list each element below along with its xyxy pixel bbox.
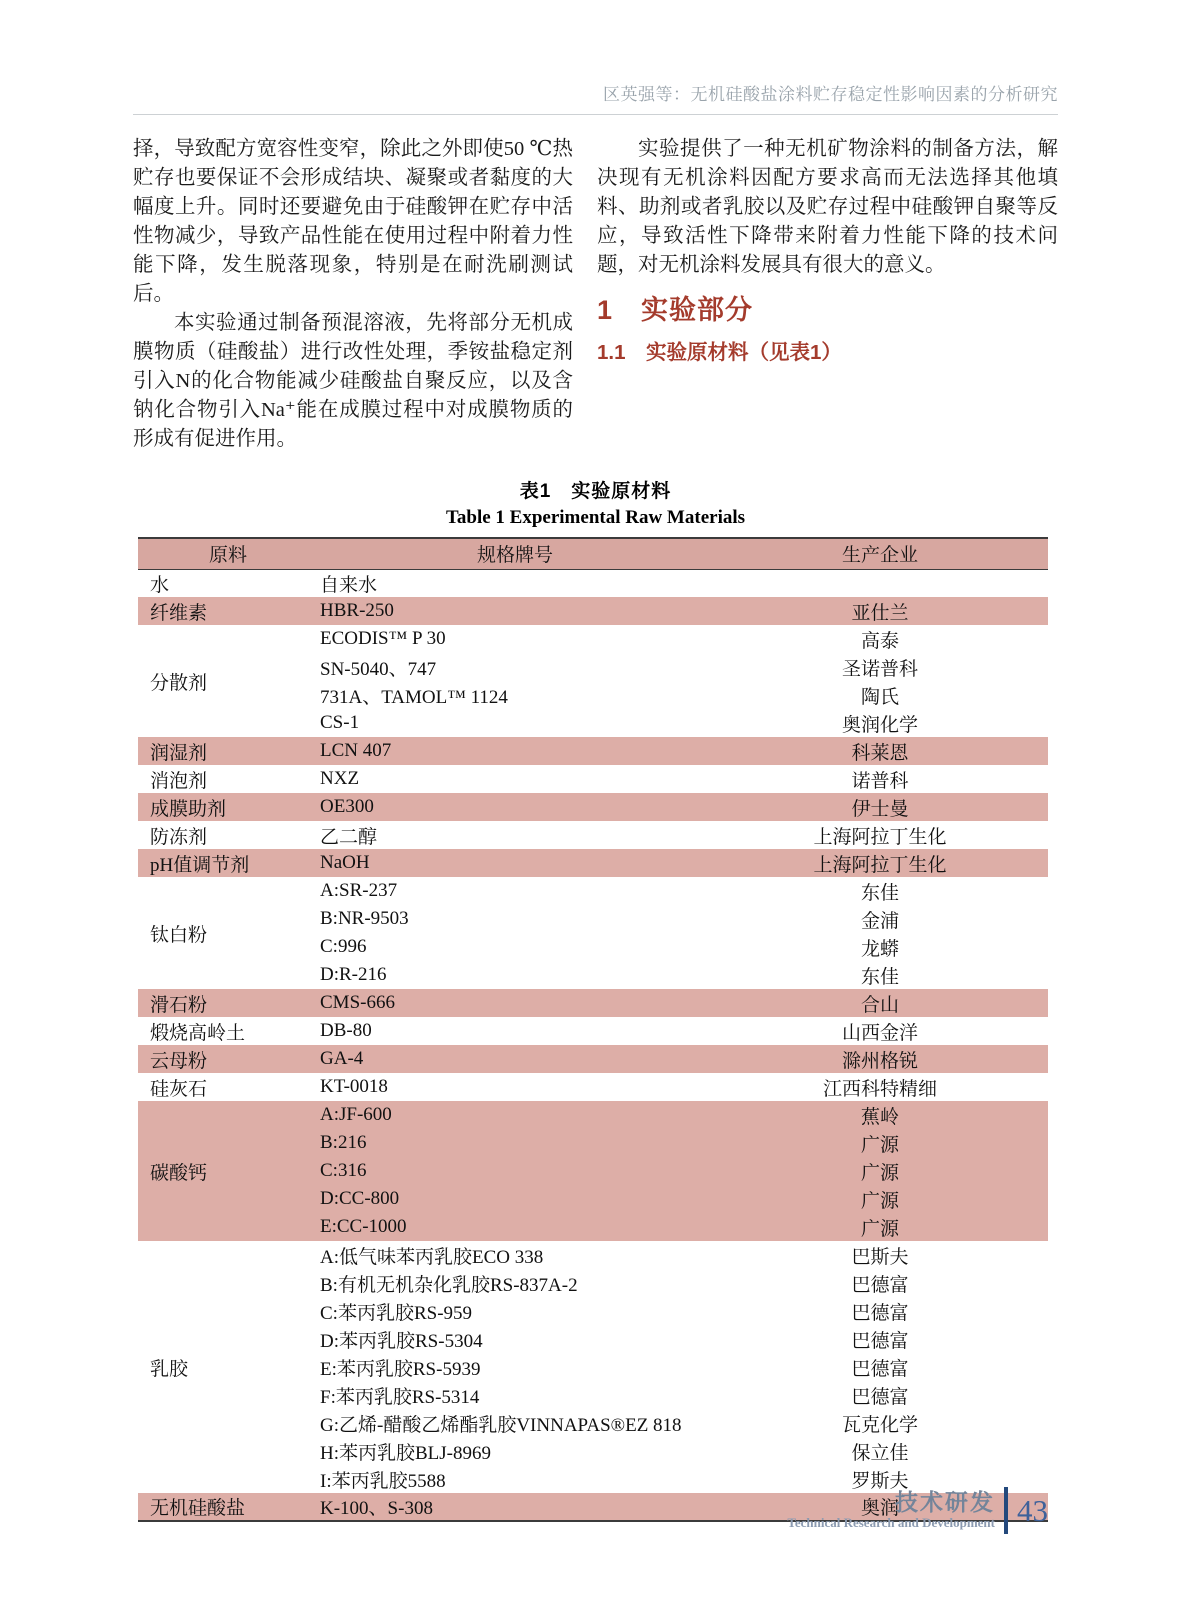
material-name-cell: 滑石粉 [138, 989, 318, 1017]
spec-cell: B:有机无机杂化乳胶RS-837A-2 [320, 1274, 578, 1296]
left-paragraph-1: 择，导致配方宽容性变窄，除此之外即使50 ℃热贮存也要保证不会形成结块、凝聚或者黏度的大幅度上升。同时还要避免由于硅酸钾在贮存中活性物减少，导致产品性能在使用过程中附着力性能下降，发生脱落现象，特别是在耐洗刷测试后。 [133, 138, 573, 305]
raw-materials-table [138, 537, 1048, 1522]
subsection-heading: 1.1 实验原材料（见表1） [597, 341, 842, 364]
spec-cell: NaOH [318, 849, 712, 877]
table-header [138, 538, 1048, 569]
manufacturer-cell: 广源 [712, 1157, 1048, 1185]
spec-cell: C:316 [318, 1157, 712, 1185]
manufacturer-cell: 广源 [712, 1129, 1048, 1157]
manufacturer-cell: 奥润化学 [841, 714, 918, 736]
spec-cell: NXZ [320, 768, 360, 789]
spec-cell: 731A、TAMOL™ 1124 [320, 686, 508, 708]
material-name-cell: 水 [150, 574, 170, 596]
spec-cell: G:乙烯-醋酸乙烯酯乳胶VINNAPAS®EZ 818 [320, 1414, 682, 1436]
material-name-cell: pH值调节剂 [138, 849, 318, 877]
right-paragraph-1: 实验提供了一种无机矿物涂料的制备方法，解决现有无机涂料因配方要求高而无法选择其他填料、助剂或者乳胶以及贮存过程中硅酸钾自聚等反应，导致活性下降带来附着力性能下降的技术问题，对无机涂料发展具有很大的意义。 [597, 138, 1058, 276]
manufacturer-cell: 合山 [712, 989, 1048, 1017]
manufacturer-cell: 科莱恩 [712, 737, 1048, 765]
table-row [138, 1073, 1048, 1101]
manufacturer-cell: 龙蟒 [860, 938, 899, 960]
manufacturer-cell: 江西科特精细 [822, 1078, 937, 1100]
table-row [138, 569, 1048, 597]
page-number: 43 [1017, 1492, 1048, 1528]
spec-cell: HBR-250 [318, 597, 712, 625]
material-name-cell: 钛白粉 [150, 924, 208, 946]
spec-cell: E:苯丙乳胶RS-5939 [320, 1358, 481, 1380]
manufacturer-cell: 上海阿拉丁生化 [813, 826, 947, 848]
table-row [138, 737, 1048, 765]
material-name-cell: 纤维素 [138, 597, 318, 625]
spec-cell: K-100、S-308 [318, 1493, 712, 1521]
page-footer [787, 1487, 1048, 1534]
table-row [138, 1017, 1048, 1045]
table-caption-en: Table 1 Experimental Raw Materials [445, 507, 746, 528]
spec-cell: 乙二醇 [320, 826, 378, 848]
material-name-cell: 润湿剂 [138, 737, 318, 765]
column-header-material: 原料 [138, 538, 318, 569]
table-caption-cn: 表1 实验原材料 [519, 481, 672, 502]
table-row [138, 1101, 1048, 1129]
spec-cell: GA-4 [318, 1045, 712, 1073]
spec-cell: ECODIS™ P 30 [320, 628, 446, 649]
table-row [138, 793, 1048, 821]
manufacturer-cell: 东佳 [860, 882, 899, 904]
spec-cell: OE300 [318, 793, 712, 821]
body-columns [133, 135, 1058, 454]
manufacturer-cell: 巴德富 [851, 1274, 909, 1296]
footer-section-cn: 技术研发 [895, 1489, 995, 1515]
spec-cell: I:苯丙乳胶5588 [320, 1470, 446, 1492]
manufacturer-cell: 巴德富 [851, 1330, 909, 1352]
spec-cell: B:NR-9503 [320, 908, 409, 929]
manufacturer-cell: 诺普科 [851, 770, 909, 792]
spec-cell: F:苯丙乳胶RS-5314 [320, 1386, 480, 1408]
material-name-cell: 碳酸钙 [138, 1101, 318, 1241]
manufacturer-cell: 山西金洋 [841, 1022, 918, 1044]
table-row [138, 989, 1048, 1017]
spec-cell: E:CC-1000 [318, 1213, 712, 1241]
manufacturer-cell: 广源 [712, 1185, 1048, 1213]
manufacturer-cell: 高泰 [860, 630, 899, 652]
manufacturer-cell: 罗斯夫 [851, 1470, 909, 1492]
manufacturer-cell: 巴德富 [851, 1358, 909, 1380]
spec-cell: SN-5040、747 [320, 658, 437, 680]
manufacturer-cell: 圣诺普科 [841, 658, 918, 680]
spec-cell: D:苯丙乳胶RS-5304 [320, 1330, 483, 1352]
table-row [138, 597, 1048, 625]
spec-cell: D:CC-800 [318, 1185, 712, 1213]
material-name-cell: 无机硅酸盐 [138, 1493, 318, 1521]
footer-section-en: Technical Research and Development [787, 1515, 995, 1530]
manufacturer-cell: 瓦克化学 [841, 1414, 918, 1436]
material-name-cell: 分散剂 [150, 672, 208, 694]
spec-cell: CS-1 [320, 712, 360, 733]
manufacturer-cell: 广源 [712, 1213, 1048, 1241]
manufacturer-cell: 巴德富 [851, 1386, 909, 1408]
spec-cell: D:R-216 [320, 964, 387, 985]
manufacturer-cell: 奥润 [712, 1493, 1048, 1521]
table-row [138, 877, 1048, 905]
spec-cell: CMS-666 [318, 989, 712, 1017]
spec-cell: A:低气味苯丙乳胶ECO 338 [320, 1246, 544, 1268]
manufacturer-cell: 陶氏 [860, 686, 899, 708]
table-row [138, 821, 1048, 849]
column-header-manufacturer: 生产企业 [712, 538, 1048, 569]
manufacturer-cell: 上海阿拉丁生化 [712, 849, 1048, 877]
spec-cell: 自来水 [320, 574, 378, 596]
column-header-spec: 规格牌号 [318, 538, 712, 569]
left-column [133, 135, 573, 454]
manufacturer-cell: 保立佳 [851, 1442, 909, 1464]
manufacturer-cell: 巴德富 [851, 1302, 909, 1324]
manufacturer-cell: 巴斯夫 [851, 1246, 909, 1268]
spec-cell: C:996 [320, 936, 367, 957]
right-column [597, 135, 1058, 454]
table-row [138, 625, 1048, 653]
table-header-row [138, 538, 1048, 569]
material-name-cell: 成膜助剂 [138, 793, 318, 821]
page-content [133, 0, 1058, 1522]
material-name-cell: 乳胶 [150, 1358, 189, 1380]
running-head: 区英强等：无机硅酸盐涂料贮存稳定性影响因素的分析研究 [133, 80, 1058, 115]
spec-cell: A:JF-600 [318, 1101, 712, 1129]
material-name-cell: 云母粉 [138, 1045, 318, 1073]
material-name-cell: 消泡剂 [150, 770, 208, 792]
spec-cell: DB-80 [320, 1020, 372, 1041]
material-name-cell: 硅灰石 [150, 1078, 208, 1100]
manufacturer-cell: 金浦 [860, 910, 899, 932]
table-row [138, 1241, 1048, 1269]
footer-divider-bar [1004, 1487, 1008, 1534]
table-row [138, 765, 1048, 793]
spec-cell: B:216 [318, 1129, 712, 1157]
footer-section-labels [787, 1490, 995, 1531]
material-name-cell: 煅烧高岭土 [150, 1022, 246, 1044]
section-heading: 1 实验部分 [597, 295, 754, 325]
table-row [138, 1045, 1048, 1073]
spec-cell: A:SR-237 [320, 880, 398, 901]
material-name-cell: 防冻剂 [150, 826, 208, 848]
manufacturer-cell: 滁州格锐 [712, 1045, 1048, 1073]
manufacturer-cell: 蕉岭 [712, 1101, 1048, 1129]
manufacturer-cell: 东佳 [860, 966, 899, 988]
spec-cell: H:苯丙乳胶BLJ-8969 [320, 1442, 492, 1464]
left-paragraph-2: 本实验通过制备预混溶液，先将部分无机成膜物质（硅酸盐）进行改性处理，季铵盐稳定剂引入N的化合物能减少硅酸盐自聚反应，以及含钠化合物引入Na⁺能在成膜过程中对成膜物质的形成有促进作用。 [133, 312, 573, 450]
manufacturer-cell: 亚仕兰 [712, 597, 1048, 625]
spec-cell: LCN 407 [318, 737, 712, 765]
table-body [138, 569, 1048, 1521]
manufacturer-cell: 伊士曼 [712, 793, 1048, 821]
table-row [138, 849, 1048, 877]
spec-cell: C:苯丙乳胶RS-959 [320, 1302, 473, 1324]
manufacturer-cell [712, 569, 1048, 597]
spec-cell: KT-0018 [320, 1076, 388, 1097]
